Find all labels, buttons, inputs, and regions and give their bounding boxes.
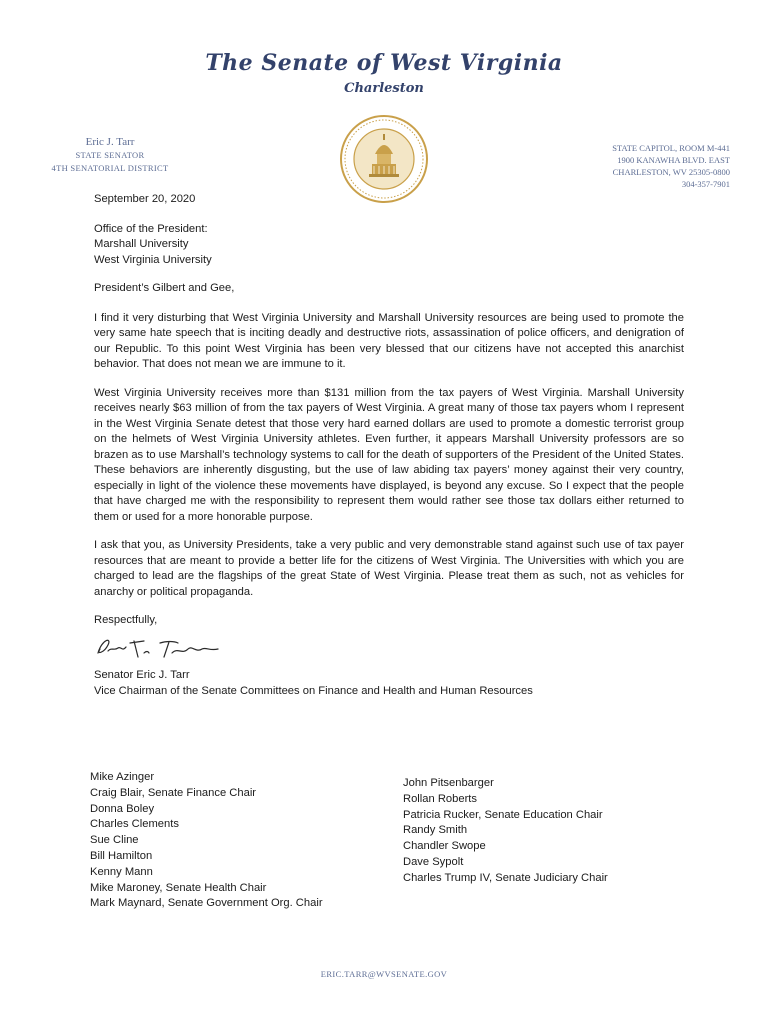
- handwritten-signature-icon: [94, 633, 254, 663]
- paragraph: I ask that you, as University Presidents, take a very public and very demonstrable stand against such use of tax payer resources that are meant to provide a better life for the citizens of West Virginia. The Universities with which you are charged to lead are the flagships of the great State of West Virginia. Please treat them as such, not as vehicles for anarchy or political propaganda.: [94, 539, 684, 598]
- cosigner: Mark Maynard, Senate Government Org. Chair: [90, 897, 323, 910]
- cosigner: Charles Clements: [90, 818, 179, 831]
- address-line-3: CHARLESTON, WV 25305-0800: [612, 167, 730, 177]
- sender-district: 4TH SENATORIAL DISTRICT: [51, 163, 169, 173]
- cosigner: Mike Azinger: [90, 771, 155, 783]
- salutation: President’s Gilbert and Gee,: [94, 282, 235, 294]
- sender-block: [50, 136, 170, 175]
- paragraph: I find it very disturbing that West Virginia University and Marshall University resources are being used to promote the very same hate speech that is inciting deadly and destructive riots, assassination of police officers, and denigration of our Republic. To this point West Virginia has been very blessed that our citizens have not accepted this anarchist behavior. That does not mean we are immune to it.: [94, 311, 684, 370]
- recipient-line: Marshall University: [94, 238, 189, 250]
- letterhead-title: The Senate of West Virginia: [205, 50, 563, 76]
- signer-title: Vice Chairman of the Senate Committees on Finance and Health and Human Resources: [94, 684, 533, 697]
- letterhead-city: Charleston: [344, 81, 424, 96]
- recipient-block: [94, 222, 684, 269]
- cosigner: Rollan Roberts: [403, 792, 477, 805]
- senate-seal-icon: [339, 114, 429, 204]
- address-line-2: 1900 KANAWHA BLVD. EAST: [617, 155, 730, 165]
- office-address: [590, 142, 730, 190]
- letter-date: September 20, 2020: [94, 193, 196, 205]
- address-line-1: STATE CAPITOL, ROOM M-441: [612, 143, 730, 153]
- cosigner: Bill Hamilton: [90, 849, 153, 862]
- cosigner: Dave Sypolt: [403, 855, 464, 868]
- cosigner: Kenny Mann: [90, 865, 153, 878]
- sender-name: Eric J. Tarr: [85, 136, 135, 148]
- cosigner: Craig Blair, Senate Finance Chair: [90, 786, 257, 799]
- cosigner: John Pitsenbarger: [403, 777, 494, 789]
- cosigner: Chandler Swope: [403, 840, 486, 853]
- cosigners-right-column: [403, 776, 733, 887]
- recipient-line: Office of the President:: [94, 222, 208, 235]
- address-phone: 304-357-7901: [681, 179, 730, 189]
- recipient-line: West Virginia University: [94, 253, 212, 266]
- signer-name: Senator Eric J. Tarr: [94, 669, 190, 681]
- cosigner: Patricia Rucker, Senate Education Chair: [403, 808, 603, 821]
- sender-title: STATE SENATOR: [75, 150, 145, 160]
- cosigner: Sue Cline: [90, 834, 139, 847]
- cosigner: Donna Boley: [90, 802, 155, 815]
- paragraph: West Virginia University receives more than $131 million from the tax payers of West Virginia. Marshall University receives nearly $63 million of from the tax payers of West Virginia. A great many of those tax payers whom I represent in the West Virginia Senate detest that those very hard earned dollars are used to promote a domestic terrorist group on the helmets of West Virginia University athletes. Even further, it appears Marshall University professors are so brazen as to use Marshall’s technology systems to call for the death of supporters of the President of the United States. These behaviors are inherently disgusting, but the use of law abiding tax payers’ money against their very country, especially in light of the violence these movements have displayed, is beyond any excuse. So I expect that the people that have charged me with the responsibility to represent them would rather see those tax dollars either returned to them or used for a more honorable purpose.: [94, 386, 684, 523]
- cosigner: Randy Smith: [403, 824, 468, 837]
- letter-body: [94, 192, 684, 699]
- cosigners-left-column: [90, 770, 380, 912]
- cosigner: Mike Maroney, Senate Health Chair: [90, 881, 267, 894]
- cosigner: Charles Trump IV, Senate Judiciary Chair: [403, 871, 608, 884]
- footer-email: ERIC.TARR@WVSENATE.GOV: [320, 969, 448, 979]
- closing: Respectfully,: [94, 614, 158, 626]
